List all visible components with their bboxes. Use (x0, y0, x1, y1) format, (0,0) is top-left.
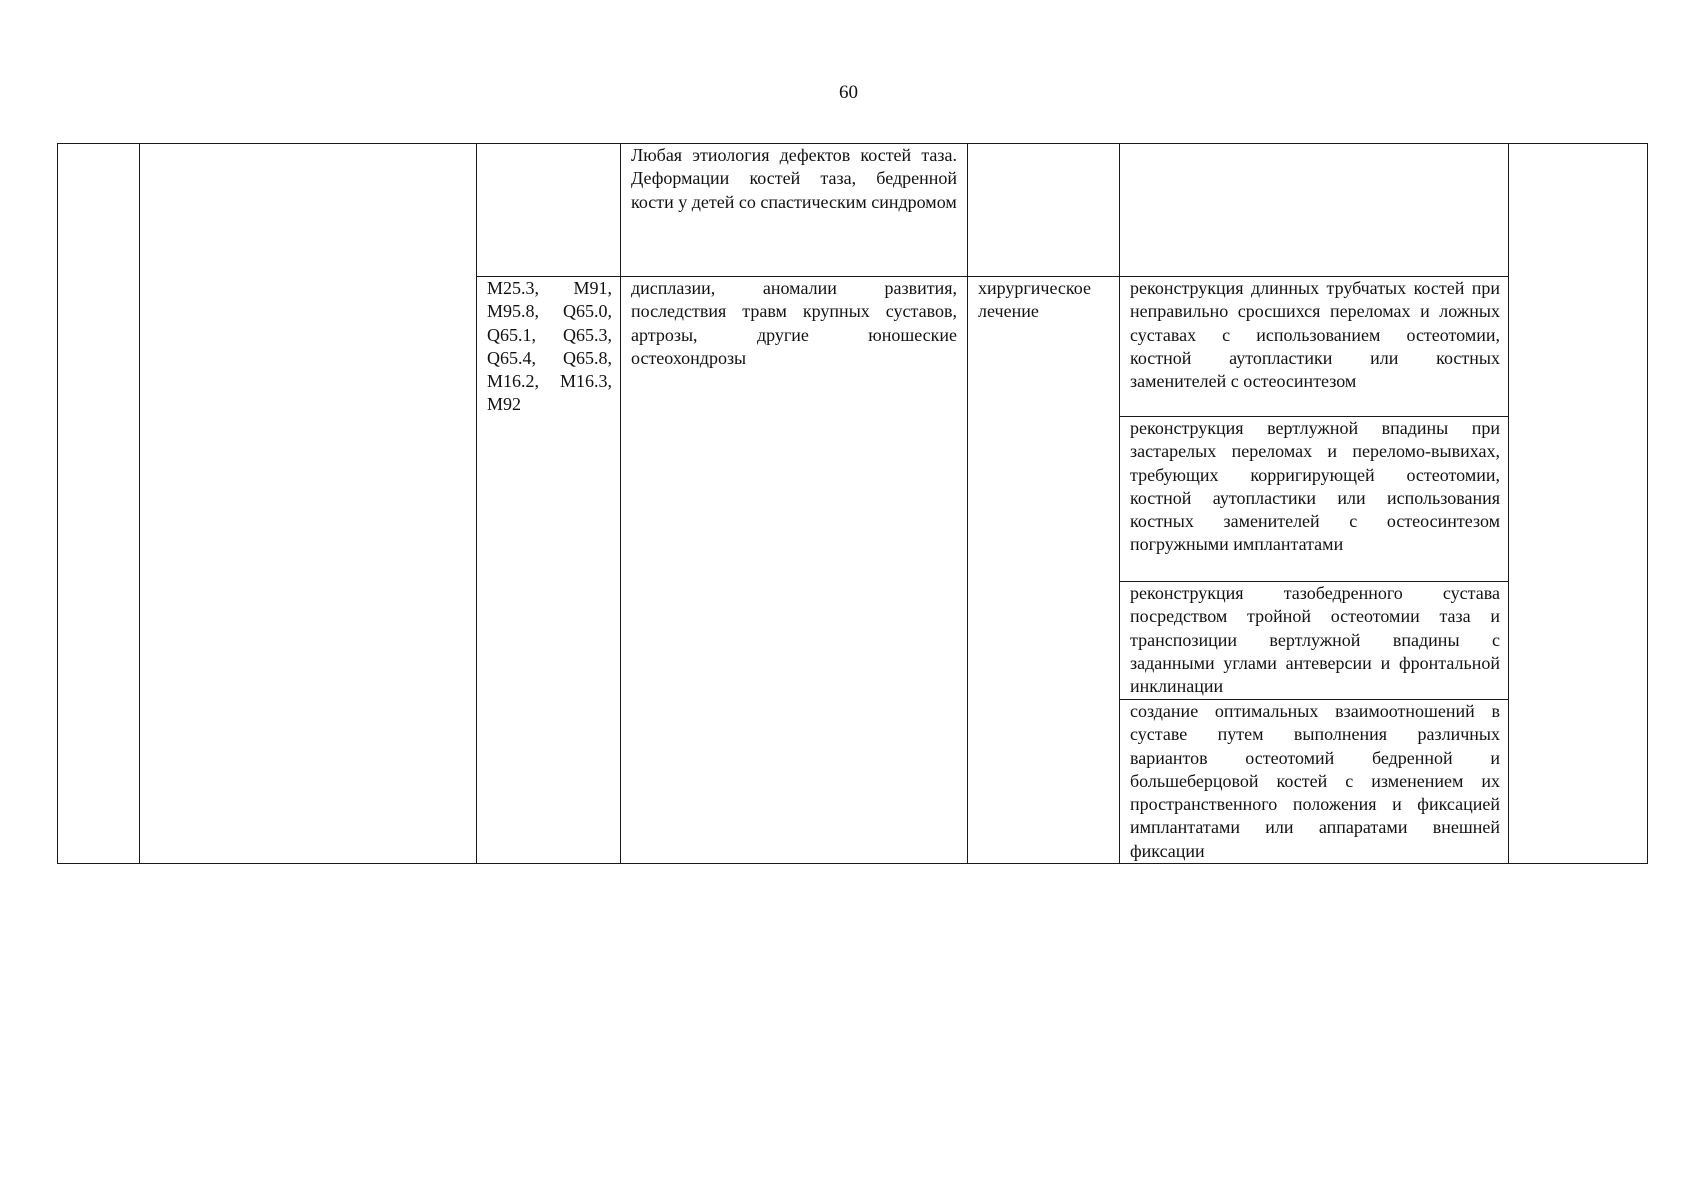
cell-profile (140, 144, 477, 864)
cell-norm (1509, 144, 1648, 864)
cell-method-4 (1120, 700, 1509, 864)
cell-method-3 (1120, 582, 1509, 700)
cell-codes (477, 277, 621, 864)
medical-care-table (57, 143, 1648, 864)
method-text: реконструкция вертлужной впадины при застарелых переломах и переломо-вывихах, требующих корригирующей остеотомии, костной аутопластики или использования костных заменителей с остеосинтезом погружными имплантатами (1130, 418, 1500, 555)
cell-treatment-top (968, 144, 1120, 277)
treatment-type-text: хирургическое лечение (978, 278, 1091, 322)
diagnosis-text: Любая этиология дефектов костей таза. Деформации костей таза, бедренной кости у детей со спастическим синдромом (631, 145, 957, 212)
cell-diagnosis-top (621, 144, 968, 277)
codes-text: M25.3, M91, M95.8, Q65.0, Q65.1, Q65.3, Q65.4, Q65.8, M16.2, M16.3, M92 (487, 278, 612, 415)
table-row-continuation (58, 144, 1648, 277)
diagnosis-text: дисплазии, аномалии развития, последствия травм крупных суставов, артрозы, другие юношеские остеохондрозы (631, 278, 957, 368)
cell-index (58, 144, 140, 864)
cell-method-1 (1120, 277, 1509, 417)
cell-diagnosis (621, 277, 968, 864)
cell-treatment (968, 277, 1120, 864)
page-number: 60 (839, 82, 858, 103)
cell-method-2 (1120, 417, 1509, 582)
method-text: реконструкция длинных трубчатых костей при неправильно сросшихся переломах и ложных суставах с использованием остеотомии, костной аутопластики или костных заменителей с остеосинтезом (1130, 278, 1500, 392)
method-text: создание оптимальных взаимоотношений в суставе путем выполнения различных вариантов остеотомий бедренной и большеберцовой костей с изменением их пространственного положения и фиксацией имплантатами или аппаратами внешней фиксации (1130, 701, 1500, 861)
cell-codes-top (477, 144, 621, 277)
cell-method-top (1120, 144, 1509, 277)
method-text: реконструкция тазобедренного сустава посредством тройной остеотомии таза и транспозиции вертлужной впадины с заданными углами антеверсии и фронтальной инклинации (1130, 583, 1500, 697)
